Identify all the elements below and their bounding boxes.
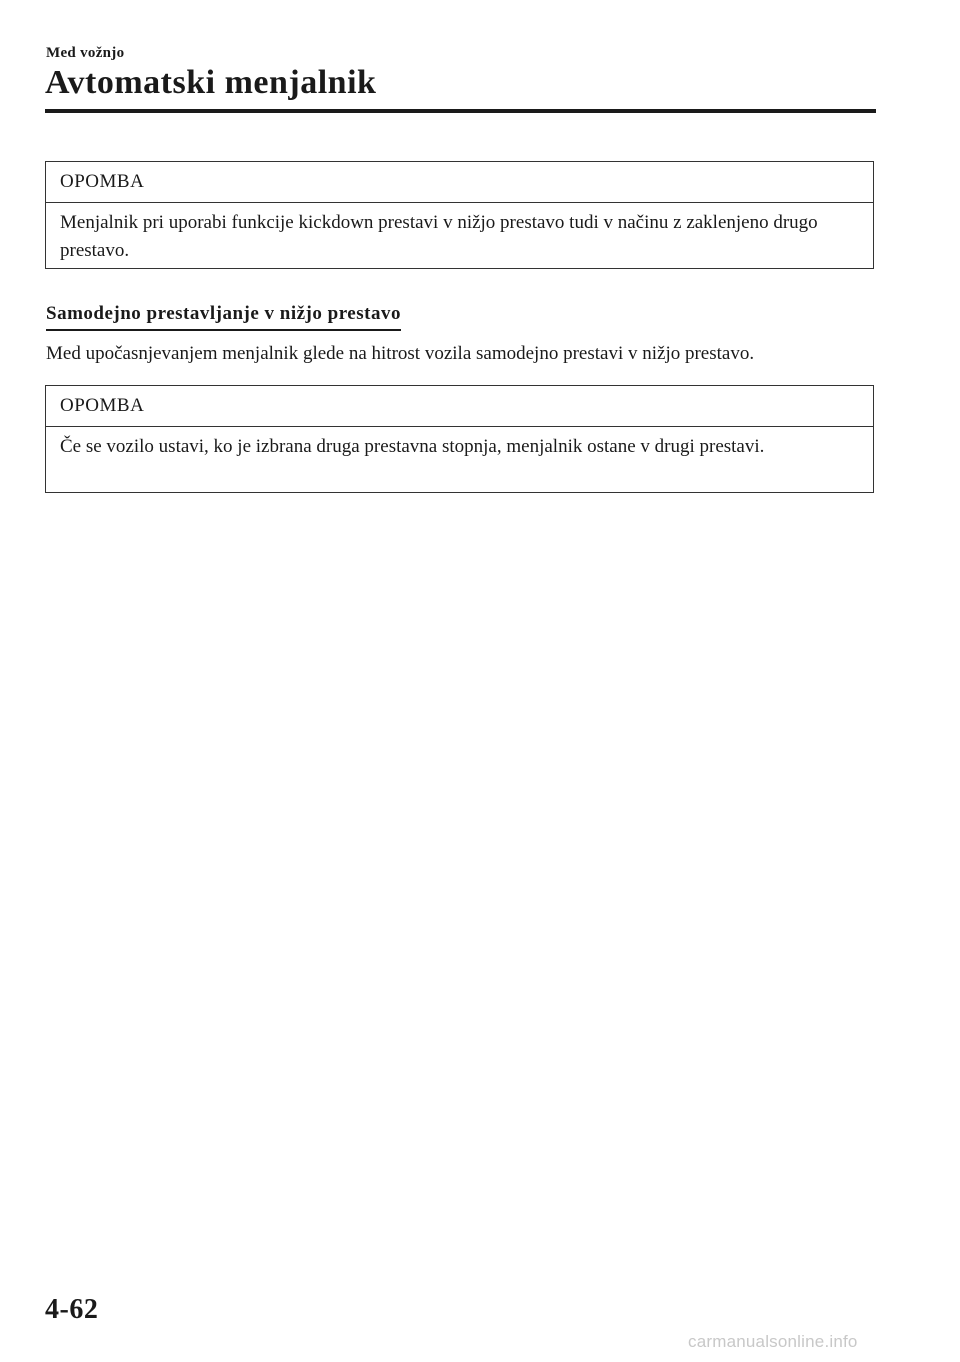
watermark-link[interactable]: carmanualsonline.info bbox=[688, 1332, 858, 1351]
title-divider bbox=[45, 109, 876, 113]
page-number: 4-62 bbox=[45, 1294, 99, 1325]
page-title: Avtomatski menjalnik bbox=[45, 64, 377, 101]
breadcrumb: Med vožnjo bbox=[46, 45, 125, 61]
note-heading: OPOMBA bbox=[46, 386, 873, 427]
note-heading: OPOMBA bbox=[46, 162, 873, 203]
note-text: Menjalnik pri uporabi funkcije kickdown prestavi v nižjo prestavo tudi v načinu z zaklenjeno drugo prestavo. bbox=[60, 212, 818, 261]
note-box-second-gear bbox=[45, 385, 874, 493]
note-text: Če se vozilo ustavi, ko je izbrana druga prestavna stopnja, menjalnik ostane v drugi prestavi. bbox=[60, 436, 765, 457]
section-heading: Samodejno prestavljanje v nižjo prestavo bbox=[46, 302, 401, 331]
note-box-kickdown bbox=[45, 161, 874, 269]
section-body-text: Med upočasnjevanjem menjalnik glede na hitrost vozila samodejno prestavi v nižjo prestavo. bbox=[46, 343, 755, 364]
